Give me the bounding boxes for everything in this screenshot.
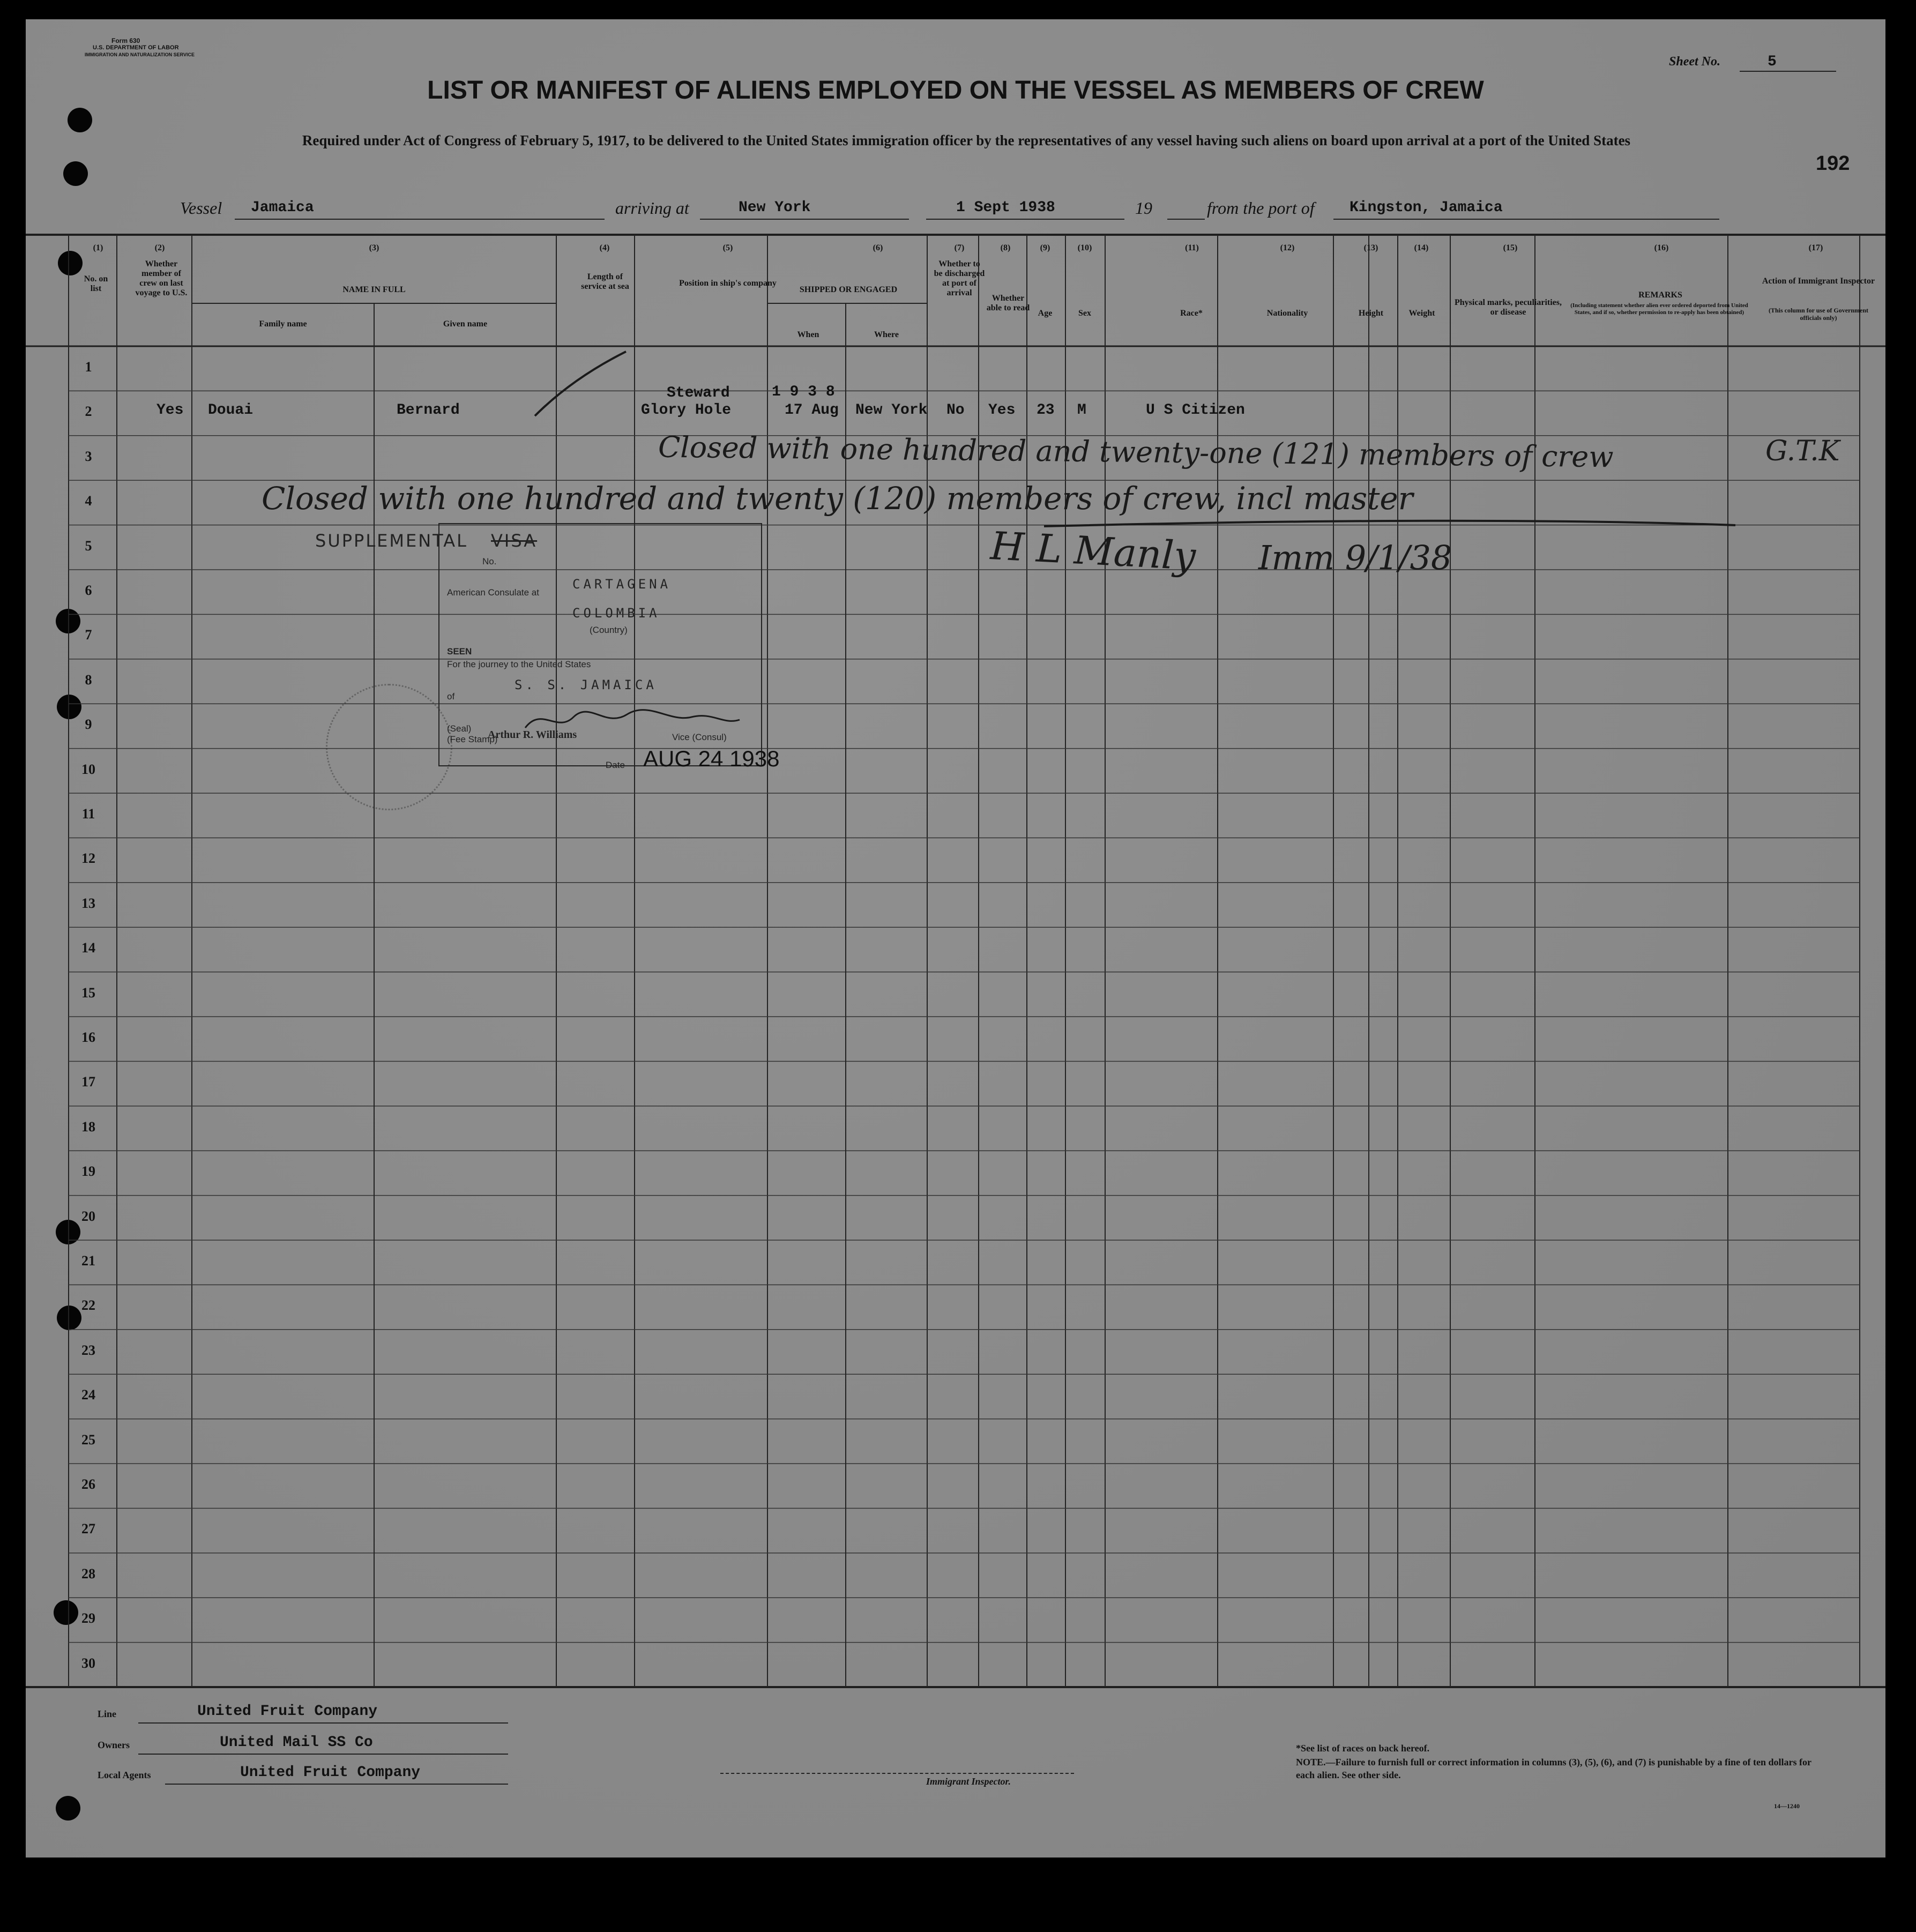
sheet-number: 5: [1768, 54, 1777, 70]
stamp-consul-label: Vice (Consul): [672, 732, 727, 742]
entry-family-name: Douai: [208, 402, 254, 419]
consul-signature-mark: [520, 701, 745, 739]
row-number: 17: [81, 1074, 95, 1090]
col-15-label: Physical marks, peculiarities, or disease: [1455, 298, 1562, 317]
col-3-family-name: Family name: [259, 319, 307, 329]
col-7-label: Whether to be discharged at port of arrival: [934, 259, 985, 297]
entry-shipped-year: 1 9 3 8: [772, 384, 835, 400]
col-12-label: Nationality: [1266, 309, 1308, 318]
col-6-where: Where: [874, 330, 899, 339]
closing-note-121: Closed with one hundred and twenty-one (121) members of crew: [658, 430, 1614, 474]
footer-agents-label: Local Agents: [98, 1770, 151, 1780]
stamp-consul-name: Arthur R. Williams: [488, 729, 577, 741]
col-8-number: (8): [1000, 243, 1011, 252]
col-6-number: (6): [873, 243, 883, 252]
row-number: 24: [81, 1387, 95, 1403]
row-number: 6: [85, 583, 92, 598]
row-number: 26: [81, 1476, 95, 1492]
row-number: 19: [81, 1163, 95, 1180]
entry-able-to-read: Yes: [988, 402, 1016, 419]
col-5-label: Position in ship's company: [679, 279, 777, 288]
footer-owners: United Mail SS Co: [220, 1734, 373, 1751]
stamp-fee-label: (Fee Stamp): [447, 734, 498, 744]
entry-given-name: Bernard: [397, 402, 460, 419]
col-16-label: REMARKS: [1638, 290, 1682, 300]
sheet-label: Sheet No.: [1669, 55, 1720, 69]
row-number: 12: [81, 851, 95, 867]
col-6-label: SHIPPED OR ENGAGED: [799, 285, 898, 294]
entry-last-voyage: Yes: [156, 402, 184, 419]
row-number: 1: [85, 359, 92, 375]
entry-discharged: No: [946, 402, 965, 419]
from-port: Kingston, Jamaica: [1350, 199, 1503, 216]
stamp-date-label: Date: [606, 760, 625, 770]
form-number: Form 630: [111, 37, 140, 44]
col-8-label: Whether able to read: [986, 294, 1030, 312]
row-number: 23: [81, 1342, 95, 1358]
footer-inspector-label: Immigrant Inspector.: [926, 1776, 1011, 1787]
row-number: 8: [85, 672, 92, 688]
manifest-sheet: [26, 19, 1885, 1858]
visa-stamp: [438, 523, 780, 771]
col-1-label: No. on list: [84, 274, 108, 293]
footer-race-note: *See list of races on back hereof.: [1296, 1743, 1430, 1754]
col-13-number: (13): [1363, 243, 1378, 252]
closing-note-initials: G.T.K: [1765, 435, 1840, 467]
col-16-note: (Including statement whether alien ever ordered deported from United States, and if so, whether permission to re-apply has been obtained): [1570, 302, 1748, 316]
row-number: 30: [81, 1655, 95, 1671]
row-number: 4: [85, 493, 92, 509]
col-1-number: (1): [93, 243, 103, 252]
service-name: IMMIGRATION AND NATURALIZATION SERVICE: [85, 52, 195, 57]
row-number: 21: [81, 1253, 95, 1269]
col-6-when: When: [797, 330, 819, 339]
col-5-number: (5): [722, 243, 733, 252]
stamp-seen: SEEN: [447, 646, 472, 657]
row-number: 16: [81, 1030, 95, 1045]
consular-seal: [326, 684, 455, 810]
page-number: 192: [1816, 152, 1850, 175]
entry-sex: M: [1077, 402, 1086, 419]
col-2-label: Whether member of crew on last voyage to U.S.: [135, 259, 188, 297]
col-9-label: Age: [1038, 309, 1053, 318]
closing-underline: [1044, 516, 1741, 532]
manifest-title: LIST OR MANIFEST OF ALIENS EMPLOYED ON THE VESSEL AS MEMBERS OF CREW: [427, 76, 1484, 105]
entry-shipped-prefix: Glory Hole: [641, 402, 732, 419]
stamp-seal-label: (Seal): [447, 723, 472, 734]
row-number: 27: [81, 1521, 95, 1537]
stamp-vessel: S. S. JAMAICA: [515, 677, 657, 692]
stamp-no-label: No.: [482, 556, 497, 566]
row-number: 22: [81, 1297, 95, 1314]
col-10-label: Sex: [1078, 309, 1091, 318]
row-number: 29: [81, 1610, 95, 1627]
footer-owners-label: Owners: [98, 1740, 130, 1750]
col-3-given-name: Given name: [443, 319, 488, 329]
row-number: 10: [81, 761, 95, 777]
stamp-consulate-label: American Consulate at: [447, 587, 539, 598]
stamp-country-label: (Country): [590, 625, 628, 635]
col-14-label: Weight: [1408, 309, 1435, 318]
col-3-number: (3): [369, 243, 379, 252]
footer-agents: United Fruit Company: [240, 1764, 421, 1781]
from-port-label: from the port of: [1207, 198, 1315, 218]
col-9-number: (9): [1040, 243, 1050, 252]
row-number: 25: [81, 1431, 95, 1448]
row-number: 20: [81, 1208, 95, 1224]
manifest-subtitle: Required under Act of Congress of February 5, 1917, to be delivered to the United States immigration officer by the representatives of any vessel having such aliens on board upon arrival at a port of the United States: [302, 132, 1631, 148]
footer-line: United Fruit Company: [197, 1703, 378, 1720]
stamp-date: AUG 24 1938: [643, 746, 780, 771]
arrival-port: New York: [739, 199, 811, 216]
col-16-number: (16): [1654, 243, 1669, 252]
col-11-number: (11): [1185, 243, 1199, 252]
footer-form-code: 14—1240: [1774, 1802, 1800, 1810]
col-4-label: Length of service at sea: [581, 272, 629, 291]
entry-race-nationality: U S Citizen: [1146, 402, 1245, 419]
col-13-label: Height: [1358, 309, 1384, 318]
col-17-note: (This column for use of Government officials only): [1768, 307, 1869, 322]
vessel-name: Jamaica: [251, 199, 314, 216]
entry-position: Steward: [667, 385, 730, 401]
row-number: 13: [81, 895, 95, 911]
stamp-of-label: of: [447, 691, 455, 702]
entry-shipped-where: New York: [855, 402, 928, 419]
arrival-date: 1 Sept 1938: [956, 199, 1055, 216]
col-10-number: (10): [1077, 243, 1092, 252]
arriving-label: arriving at: [615, 198, 689, 218]
row-number: 14: [81, 940, 95, 956]
row-number: 5: [85, 538, 92, 554]
inspector-signature: H L Manly: [989, 523, 1197, 579]
visa-struck-label: VISA: [491, 531, 538, 551]
col-4-number: (4): [599, 243, 610, 252]
row-number: 11: [81, 806, 95, 822]
row-number: 2: [85, 404, 92, 420]
row-number: 7: [85, 627, 92, 643]
pen-stroke: [524, 346, 642, 421]
department-name: U.S. DEPARTMENT OF LABOR: [93, 44, 179, 51]
row-number: 18: [81, 1118, 95, 1135]
row-number: 9: [85, 717, 92, 733]
vessel-label: Vessel: [180, 198, 222, 218]
supplemental-label: SUPPLEMENTAL: [315, 531, 468, 551]
col-14-number: (14): [1414, 243, 1429, 252]
row-number: 28: [81, 1565, 95, 1582]
col-3-label: NAME IN FULL: [342, 285, 406, 294]
row-number: 3: [85, 448, 92, 464]
closing-note-120: Closed with one hundred and twenty (120) members of crew, incl master: [262, 480, 1413, 517]
entry-shipped-when: 17 Aug: [785, 402, 839, 419]
col-15-number: (15): [1503, 243, 1518, 252]
col-7-number: (7): [954, 243, 965, 252]
col-17-number: (17): [1808, 243, 1823, 252]
col-17-label: Action of Immigrant Inspector: [1762, 277, 1875, 286]
entry-age: 23: [1037, 402, 1055, 419]
row-number: 15: [81, 984, 95, 1001]
year-label: 19: [1135, 198, 1152, 218]
inspector-signature-date: Imm 9/1/38: [1258, 538, 1452, 577]
col-11-label: Race*: [1180, 309, 1203, 318]
stamp-journey: For the journey to the United States: [447, 659, 591, 669]
footer-line-label: Line: [98, 1709, 117, 1719]
col-12-number: (12): [1280, 243, 1295, 252]
col-2-number: (2): [154, 243, 165, 252]
stamp-country: COLOMBIA: [572, 606, 660, 621]
stamp-consulate-city: CARTAGENA: [572, 577, 672, 592]
footer-penalty-note: NOTE.—Failure to furnish full or correct information in columns (3), (5), (6), and (7) is punishable by a fine of ten dollars for each alien. See other side.: [1296, 1757, 1811, 1780]
